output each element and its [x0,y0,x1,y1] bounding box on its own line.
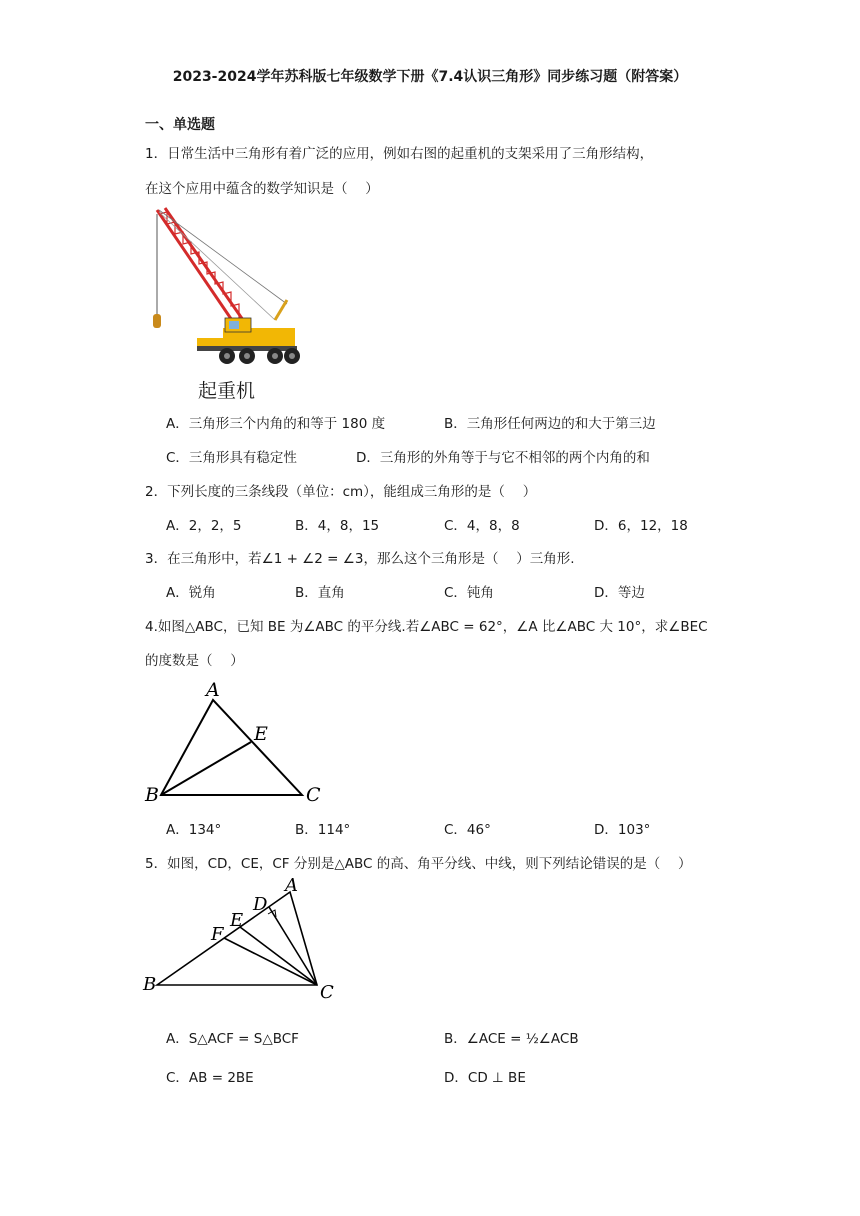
q4-stem-line2: 的度数是（ ） [145,653,244,669]
q5-option-c[interactable]: C．AB = 2BE [166,1070,254,1086]
triangle-abc [161,700,302,795]
q1-option-b[interactable]: B．三角形任何两边的和大于第三边 [444,416,656,432]
q1-option-c[interactable]: C．三角形具有稳定性 [166,450,297,466]
label-c: C [306,784,321,806]
q2-option-d[interactable]: D．6，12，18 [594,518,688,534]
label-f: F [211,924,224,945]
q5-option-b[interactable]: B．∠ACE = ½∠ACB [444,1031,579,1047]
q1-stem-line2: 在这个应用中蕴含的数学知识是（ ） [145,181,379,197]
q1-option-d[interactable]: D．三角形的外角等于与它不相邻的两个内角的和 [356,450,650,466]
label-a: A [285,876,298,896]
q3-option-a[interactable]: A．锐角 [166,585,216,601]
q1-stem-line1: 1．日常生活中三角形有着广泛的应用，例如右图的起重机的支架采用了三角形结构， [145,146,654,162]
q2-stem: 2．下列长度的三条线段（单位：cm），能组成三角形的是（ ） [145,484,537,500]
q4-stem-line1: 4.如图△ABC，已知 BE 为∠ABC 的平分线.若∠ABC = 62°，∠A 比∠ABC 大 10°，求∠BEC [145,619,708,635]
q4-option-d[interactable]: D．103° [594,822,651,838]
q2-option-b[interactable]: B．4，8，15 [295,518,380,534]
triangle-cdef-figure [140,876,350,1008]
q3-option-c[interactable]: C．钝角 [444,585,494,601]
page-title: 2023-2024学年苏科版七年级数学下册《7.4认识三角形》同步练习题（附答案） [172,69,688,85]
label-e: E [230,910,244,931]
label-d: D [253,894,268,915]
q3-option-d[interactable]: D．等边 [594,585,645,601]
label-e: E [254,723,268,745]
q4-option-a[interactable]: A．134° [166,822,222,838]
q3-stem: 3．在三角形中，若∠1 + ∠2 = ∠3，那么这个三角形是（ ）三角形. [145,551,575,567]
label-b: B [145,784,159,806]
q1-option-a[interactable]: A．三角形三个内角的和等于 180 度 [166,416,386,432]
triangle-abc [157,892,317,985]
q5-option-a[interactable]: A．S△ACF = S△BCF [166,1031,299,1047]
label-b: B [143,974,157,995]
q2-option-a[interactable]: A．2，2，5 [166,518,242,534]
label-c: C [320,982,334,1003]
bisector-ce [240,927,317,985]
q4-option-c[interactable]: C．46° [444,822,491,838]
section-heading: 一、单选题 [145,117,215,133]
crane-caption: 起重机 [198,380,256,402]
q3-option-b[interactable]: B．直角 [295,585,345,601]
q5-stem: 5．如图，CD，CE，CF 分别是△ABC 的高、角平分线、中线，则下列结论错误的是（ ） [145,856,692,872]
q4-option-b[interactable]: B．114° [295,822,351,838]
q5-option-d[interactable]: D．CD ⊥ BE [444,1070,526,1086]
crane-image [145,202,315,370]
label-a: A [206,679,220,701]
triangle-abe-figure [140,676,340,808]
q2-option-c[interactable]: C．4，8，8 [444,518,520,534]
